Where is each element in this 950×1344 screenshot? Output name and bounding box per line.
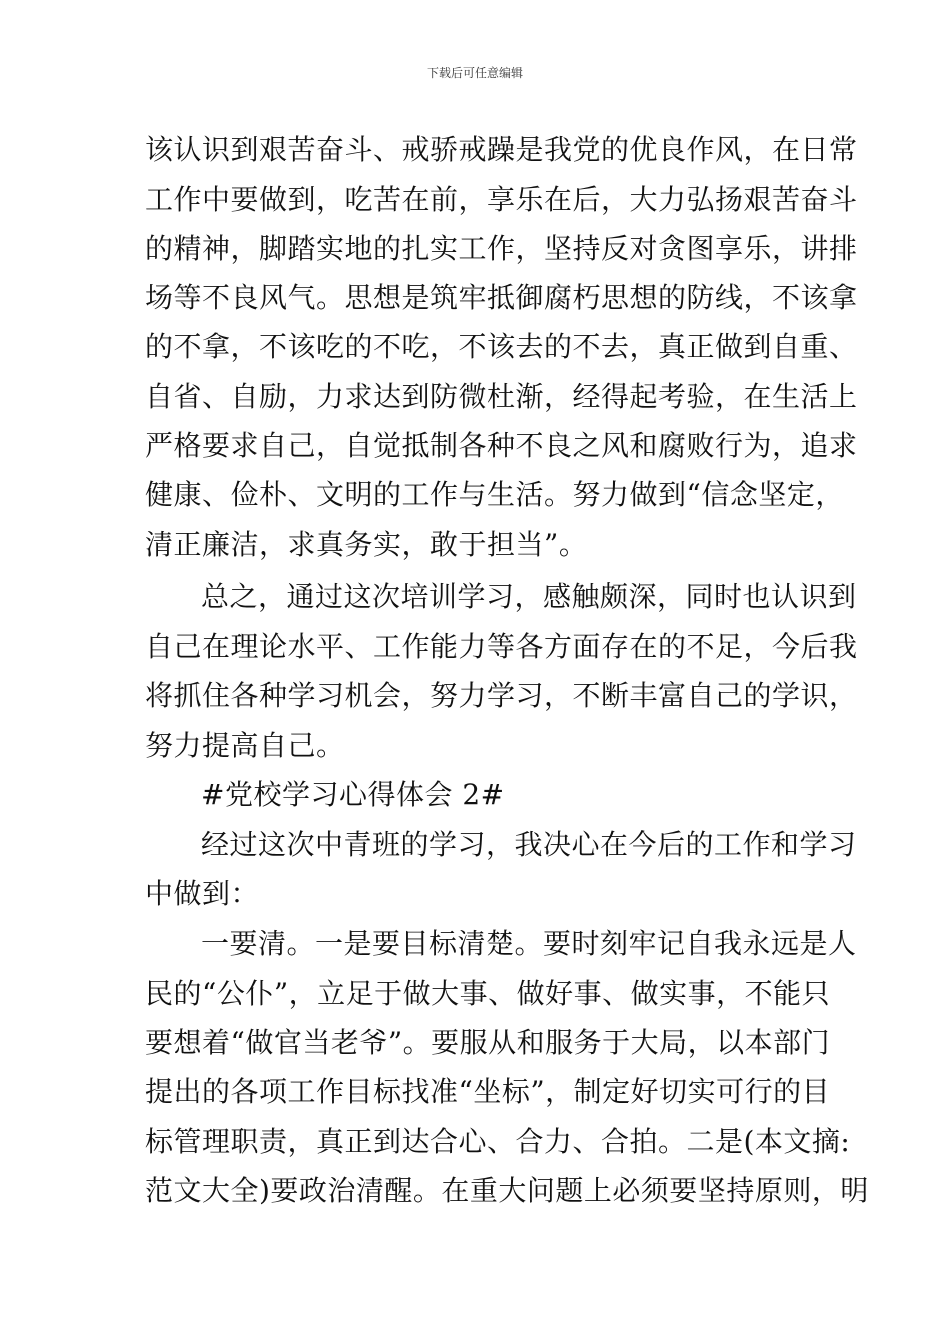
text-line: 提出的各项工作目标找准“坐标”，制定好切实可行的目	[145, 1075, 831, 1108]
text-line: 经过这次中青班的学习，我决心在今后的工作和学习	[201, 828, 857, 861]
page-header: 下载后可任意编辑	[426, 66, 523, 80]
text-line: 范文大全)要政治清醒。在重大问题上必须要坚持原则，明	[145, 1174, 869, 1207]
text-line: 民的“公仆”，立足于做大事、做好事、做实事，不能只	[145, 977, 831, 1010]
text-line: 该认识到艰苦奋斗、戒骄戒躁是我党的优良作风，在日常	[145, 133, 858, 166]
text-line: 清正廉洁，求真务实，敢于担当”。	[145, 528, 588, 561]
text-line: 要想着“做官当老爷”。要服从和服务于大局，以本部门	[145, 1026, 831, 1059]
text-line: 标管理职责，真正到达合心、合力、合拍。二是(本文摘:	[145, 1125, 851, 1158]
text-line: 自省、自励，力求达到防微杜渐，经得起考验，在生活上	[145, 380, 858, 413]
text-line: 场等不良风气。思想是筑牢抵御腐朽思想的防线，不该拿	[145, 281, 858, 314]
text-line: 工作中要做到，吃苦在前，享乐在后，大力弘扬艰苦奋斗	[145, 183, 858, 216]
text-line: 努力提高自己。	[145, 729, 345, 762]
text-line: 的不拿，不该吃的不吃，不该去的不去，真正做到自重、	[145, 330, 858, 363]
text-line: 健康、俭朴、文明的工作与生活。努力做到“信念坚定，	[145, 478, 844, 511]
text-line: 自己在理论水平、工作能力等各方面存在的不足，今后我	[145, 630, 858, 663]
text-line: 总之，通过这次培训学习，感触颇深，同时也认识到	[201, 580, 857, 613]
section-heading: #党校学习心得体会 2#	[201, 778, 505, 811]
text-line: 一要清。一是要目标清楚。要时刻牢记自我永远是人	[201, 927, 857, 960]
text-line: 的精神，脚踏实地的扎实工作，坚持反对贪图享乐，讲排	[145, 232, 858, 265]
text-line: 将抓住各种学习机会，努力学习，不断丰富自己的学识，	[145, 679, 858, 712]
text-line: 中做到：	[145, 877, 260, 910]
text-line: 严格要求自己，自觉抵制各种不良之风和腐败行为，追求	[145, 429, 858, 462]
